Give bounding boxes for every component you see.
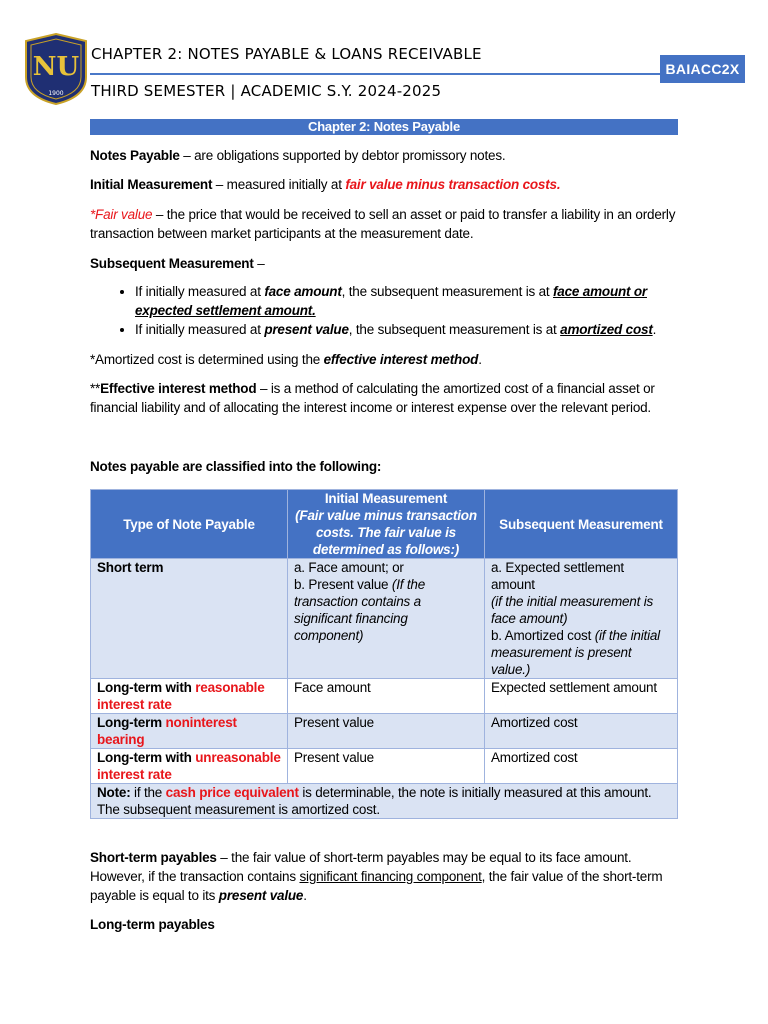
long-term-payables-heading: Long-term payables	[90, 917, 215, 932]
document-body	[90, 119, 678, 934]
table-row: Long-term with reasonable interest rate Face amount Expected settlement amount	[91, 679, 678, 714]
header-divider	[90, 73, 660, 75]
logo-year: 1900	[48, 90, 64, 97]
definition-effective-interest: **Effective interest method – is a method of calculating the amortized cost of a financial asset or financial liability and of allocating the interest income or interest expense over the relevant period.	[90, 381, 655, 415]
list-item: • If initially measured at present value, the subsequent measurement is at amortized cost.	[135, 320, 678, 339]
column-header-subsequent: Subsequent Measurement	[485, 490, 678, 559]
course-code-badge: BAIACC2X	[660, 55, 745, 83]
definition-initial-measurement: Initial Measurement – measured initially at fair value minus transaction costs.	[90, 177, 561, 192]
definition-notes-payable: Notes Payable – are obligations supported by debtor promissory notes.	[90, 148, 506, 163]
classification-heading: Notes payable are classified into the following:	[90, 459, 382, 474]
chapter-title: CHAPTER 2: NOTES PAYABLE & LOANS RECEIVABLE	[91, 45, 482, 63]
term: Notes Payable	[90, 148, 180, 163]
column-header-type: Type of Note Payable	[91, 490, 288, 559]
section-title-bar: Chapter 2: Notes Payable	[90, 119, 678, 135]
semester-subtitle: THIRD SEMESTER | ACADEMIC S.Y. 2024-2025	[91, 82, 442, 100]
column-header-initial: Initial Measurement (Fair value minus transaction costs. The fair value is determined as follows:)	[288, 490, 485, 559]
short-term-payables-paragraph: Short-term payables – the fair value of short-term payables may be equal to its face amount. However, if the transaction contains significant financing component, the fair value of the short-term payable is equal to its present value.	[90, 850, 663, 903]
university-seal-logo	[25, 33, 87, 105]
table-row: Long-term noninterest bearing Present value Amortized cost	[91, 714, 678, 749]
logo-monogram: NU	[32, 52, 80, 82]
list-item: • If initially measured at face amount, the subsequent measurement is at face amount or expected settlement amount.	[135, 282, 678, 320]
amortized-cost-note: *Amortized cost is determined using the effective interest method.	[90, 352, 482, 367]
table-header-row	[91, 490, 678, 559]
notes-payable-table	[90, 489, 678, 819]
table-note-row: Note: if the cash price equivalent is determinable, the note is initially measured at this amount. The subsequent measurement is amortized cost.	[91, 784, 678, 819]
table-row: Long-term with unreasonable interest rate Present value Amortized cost	[91, 749, 678, 784]
subsequent-measurement-heading: Subsequent Measurement –	[90, 256, 265, 271]
subsequent-measurement-list	[90, 282, 678, 339]
definition-fair-value: *Fair value – the price that would be received to sell an asset or paid to transfer a liability in an orderly transaction between market participants at the measurement date.	[90, 207, 676, 241]
table-row: Short term a. Face amount; or b. Present value (If the transaction contains a significant financing component) a. Expected settlement amount (if the initial measurement is face amount) b. Amortized cost (if the initial measurement is present value.)	[91, 559, 678, 679]
